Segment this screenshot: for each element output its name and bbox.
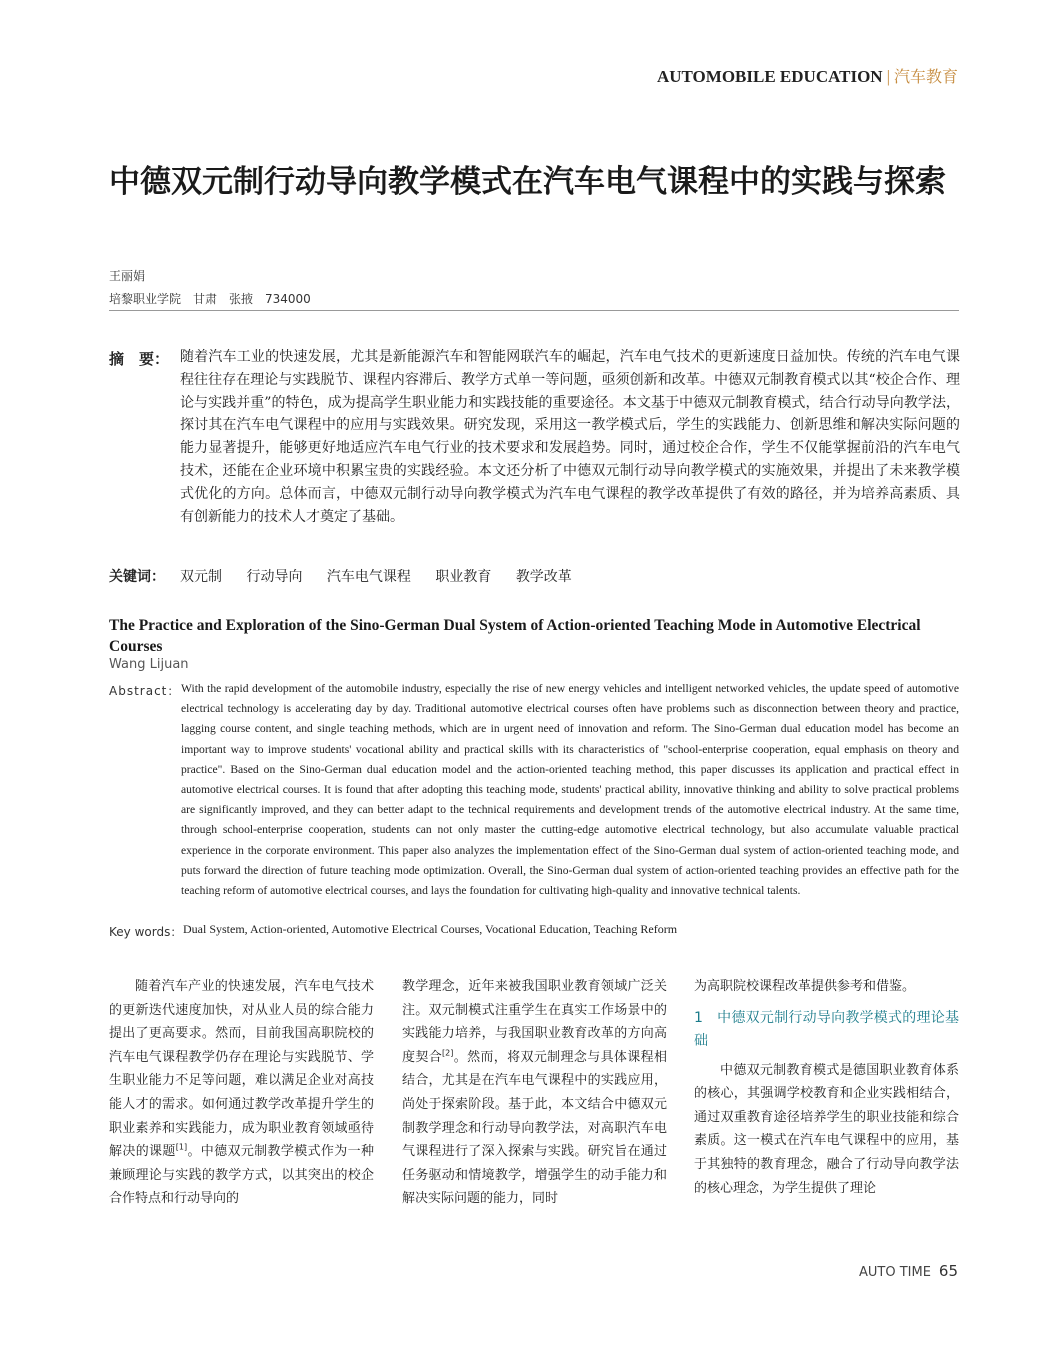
english-author: Wang Lijuan	[109, 657, 189, 672]
section-number: 1	[694, 1009, 703, 1026]
keyword-cn: 教学改革	[515, 569, 572, 585]
english-title: The Practice and Exploration of the Sino-German Dual System of Action-oriented Teaching Mode in Automotive Electrical Courses	[109, 617, 921, 655]
body-column-1	[109, 975, 374, 1211]
affiliation: 培黎职业学院 甘肃 张掖 734000	[109, 292, 311, 306]
body-paragraph: 为高职院校课程改革提供参考和借鉴。	[694, 979, 916, 994]
section-heading	[694, 1007, 959, 1053]
page-number: 65	[938, 1262, 958, 1280]
abstract-en-label: Abstract：	[109, 684, 181, 698]
section-title: 中德双元制行动导向教学模式的理论基础	[694, 1009, 959, 1049]
author: 王丽娟	[109, 269, 146, 283]
keywords-en: Dual System, Action-oriented, Automotive Electrical Courses, Vocational Education, Teaching Reform	[183, 922, 678, 936]
journal-name-cn: 汽车教育	[893, 67, 958, 86]
citation-ref: [1]	[175, 1142, 188, 1152]
keyword-cn: 职业教育	[435, 569, 492, 585]
keywords-cn-label: 关键词：	[109, 569, 165, 585]
keywords-cn	[180, 566, 592, 586]
page-footer	[859, 1262, 958, 1280]
header-separator: |	[886, 67, 890, 86]
body-text: 随着汽车产业的快速发展，汽车电气技术的更新迭代速度加快，对从业人员的综合能力提出了更高要求。然而，目前我国高职院校的汽车电气课程教学仍存在理论与实践脱节、学生职业能力不足等问题，难以满足企业对高技能人才的需求。如何通过教学改革提升学生的职业素养和实践能力，成为职业教育领域亟待解决的课题	[109, 979, 374, 1160]
paper-title: 中德双元制行动导向教学模式在汽车电气课程中的实践与探索	[109, 164, 946, 200]
body-text: 教学理念，近年来被我国职业教育领域广泛关注。双元制模式注重学生在真实工作场景中的实践能力培养，与我国职业教育改革的方向高度契合	[402, 979, 667, 1065]
body-text: 。然而，将双元制理念与具体课程相结合，尤其是在汽车电气课程中的实践应用，尚处于探索阶段。基于此，本文结合中德双元制教学理念和行动导向教学法，对高职汽车电气课程进行了深入探索与实践。研究旨在通过任务驱动和情境教学，增强学生的动手能力和解决实际问题的能力，同时	[402, 1049, 667, 1207]
keywords-en-label: Key words：	[109, 925, 183, 939]
keyword-cn: 行动导向	[246, 569, 303, 585]
body-column-3	[694, 975, 959, 1200]
body-paragraph	[402, 975, 667, 1211]
body-paragraph	[109, 975, 374, 1211]
abstract-en: With the rapid development of the automobile industry, especially the rise of new energy vehicles and intelligent networked vehicles, the update speed of automotive electrical technology is accelerating day by day. Traditional automotive electrical courses often have problems such as disconnection between theory and practice, lagging course content, and single teaching methods, which are in urgent need of innovation and reform. The Sino-German dual education model has become an important way to improve students' vocational ability and practical skills with its characteristics of "school-enterprise cooperation, equal emphasis on theory and practice". Based on the Sino-German dual education model and the action-oriented teaching method, this paper discusses its application and practical effect in automotive electrical courses. It is found that after adopting this teaching mode, students' practical ability, innovative thinking and ability to solve practical problems are significantly improved, and they can better adapt to the technical requirements and development trends of the automotive electrical industry. At the same time, through school-enterprise cooperation, students can not only master the cutting-edge automotive electrical technology, but also accumulate valuable practical experience in the corporate environment. This paper also analyzes the implementation effect of the Sino-German dual system of action-oriented teaching mode, and puts forward the direction of future teaching mode optimization. Overall, the Sino-German dual system of action-oriented teaching provides an effective path for the teaching reform of automotive electrical courses, and lays the foundation for cultivating high-quality and innovative technical talents.	[181, 682, 959, 898]
keyword-cn: 汽车电气课程	[326, 569, 411, 585]
keyword-cn: 双元制	[180, 569, 222, 585]
citation-ref: [2]	[442, 1048, 454, 1058]
abstract-cn: 随着汽车工业的快速发展，尤其是新能源汽车和智能网联汽车的崛起，汽车电气技术的更新速度日益加快。传统的汽车电气课程往往存在理论与实践脱节、课程内容滞后、教学方式单一等问题，亟须创新和改革。中德双元制教育模式以其“校企合作、理论与实践并重”的特色，成为提高学生职业能力和实践技能的重要途径。本文基于中德双元制教育模式，结合行动导向教学法，探讨其在汽车电气课程中的应用与实践效果。研究发现，采用这一教学模式后，学生的实践能力、创新思维和解决实际问题的能力显著提升，能够更好地适应汽车电气行业的技术要求和发展趋势。同时，通过校企合作，学生不仅能掌握前沿的汽车电气技术，还能在企业环境中积累宝贵的实践经验。本文还分析了中德双元制行动导向教学模式的实施效果，并提出了未来教学模式优化的方向。总体而言，中德双元制行动导向教学模式为汽车电气课程的教学改革提供了有效的路径，并为培养高素质、具有创新能力的技术人才奠定了基础。	[180, 349, 960, 525]
body-paragraph: 中德双元制教育模式是德国职业教育体系的核心，其强调学校教育和企业实践相结合，通过双重教育途径培养学生的职业技能和综合素质。这一模式在汽车电气课程中的应用，基于其独特的教育理念，融合了行动导向教学法的核心理念，为学生提供了理论	[694, 1062, 959, 1196]
divider	[109, 310, 959, 311]
journal-header	[657, 64, 958, 87]
footer-journal: AUTO TIME	[858, 1265, 931, 1280]
body-text: 。中德双元制教学模式作为一种兼顾理论与实践的教学方式，以其突出的校企合作特点和行动导向的	[109, 1144, 374, 1207]
body-column-2	[402, 975, 667, 1211]
abstract-cn-label: 摘 要：	[109, 350, 170, 368]
journal-name-en: AUTOMOBILE EDUCATION	[656, 67, 883, 86]
